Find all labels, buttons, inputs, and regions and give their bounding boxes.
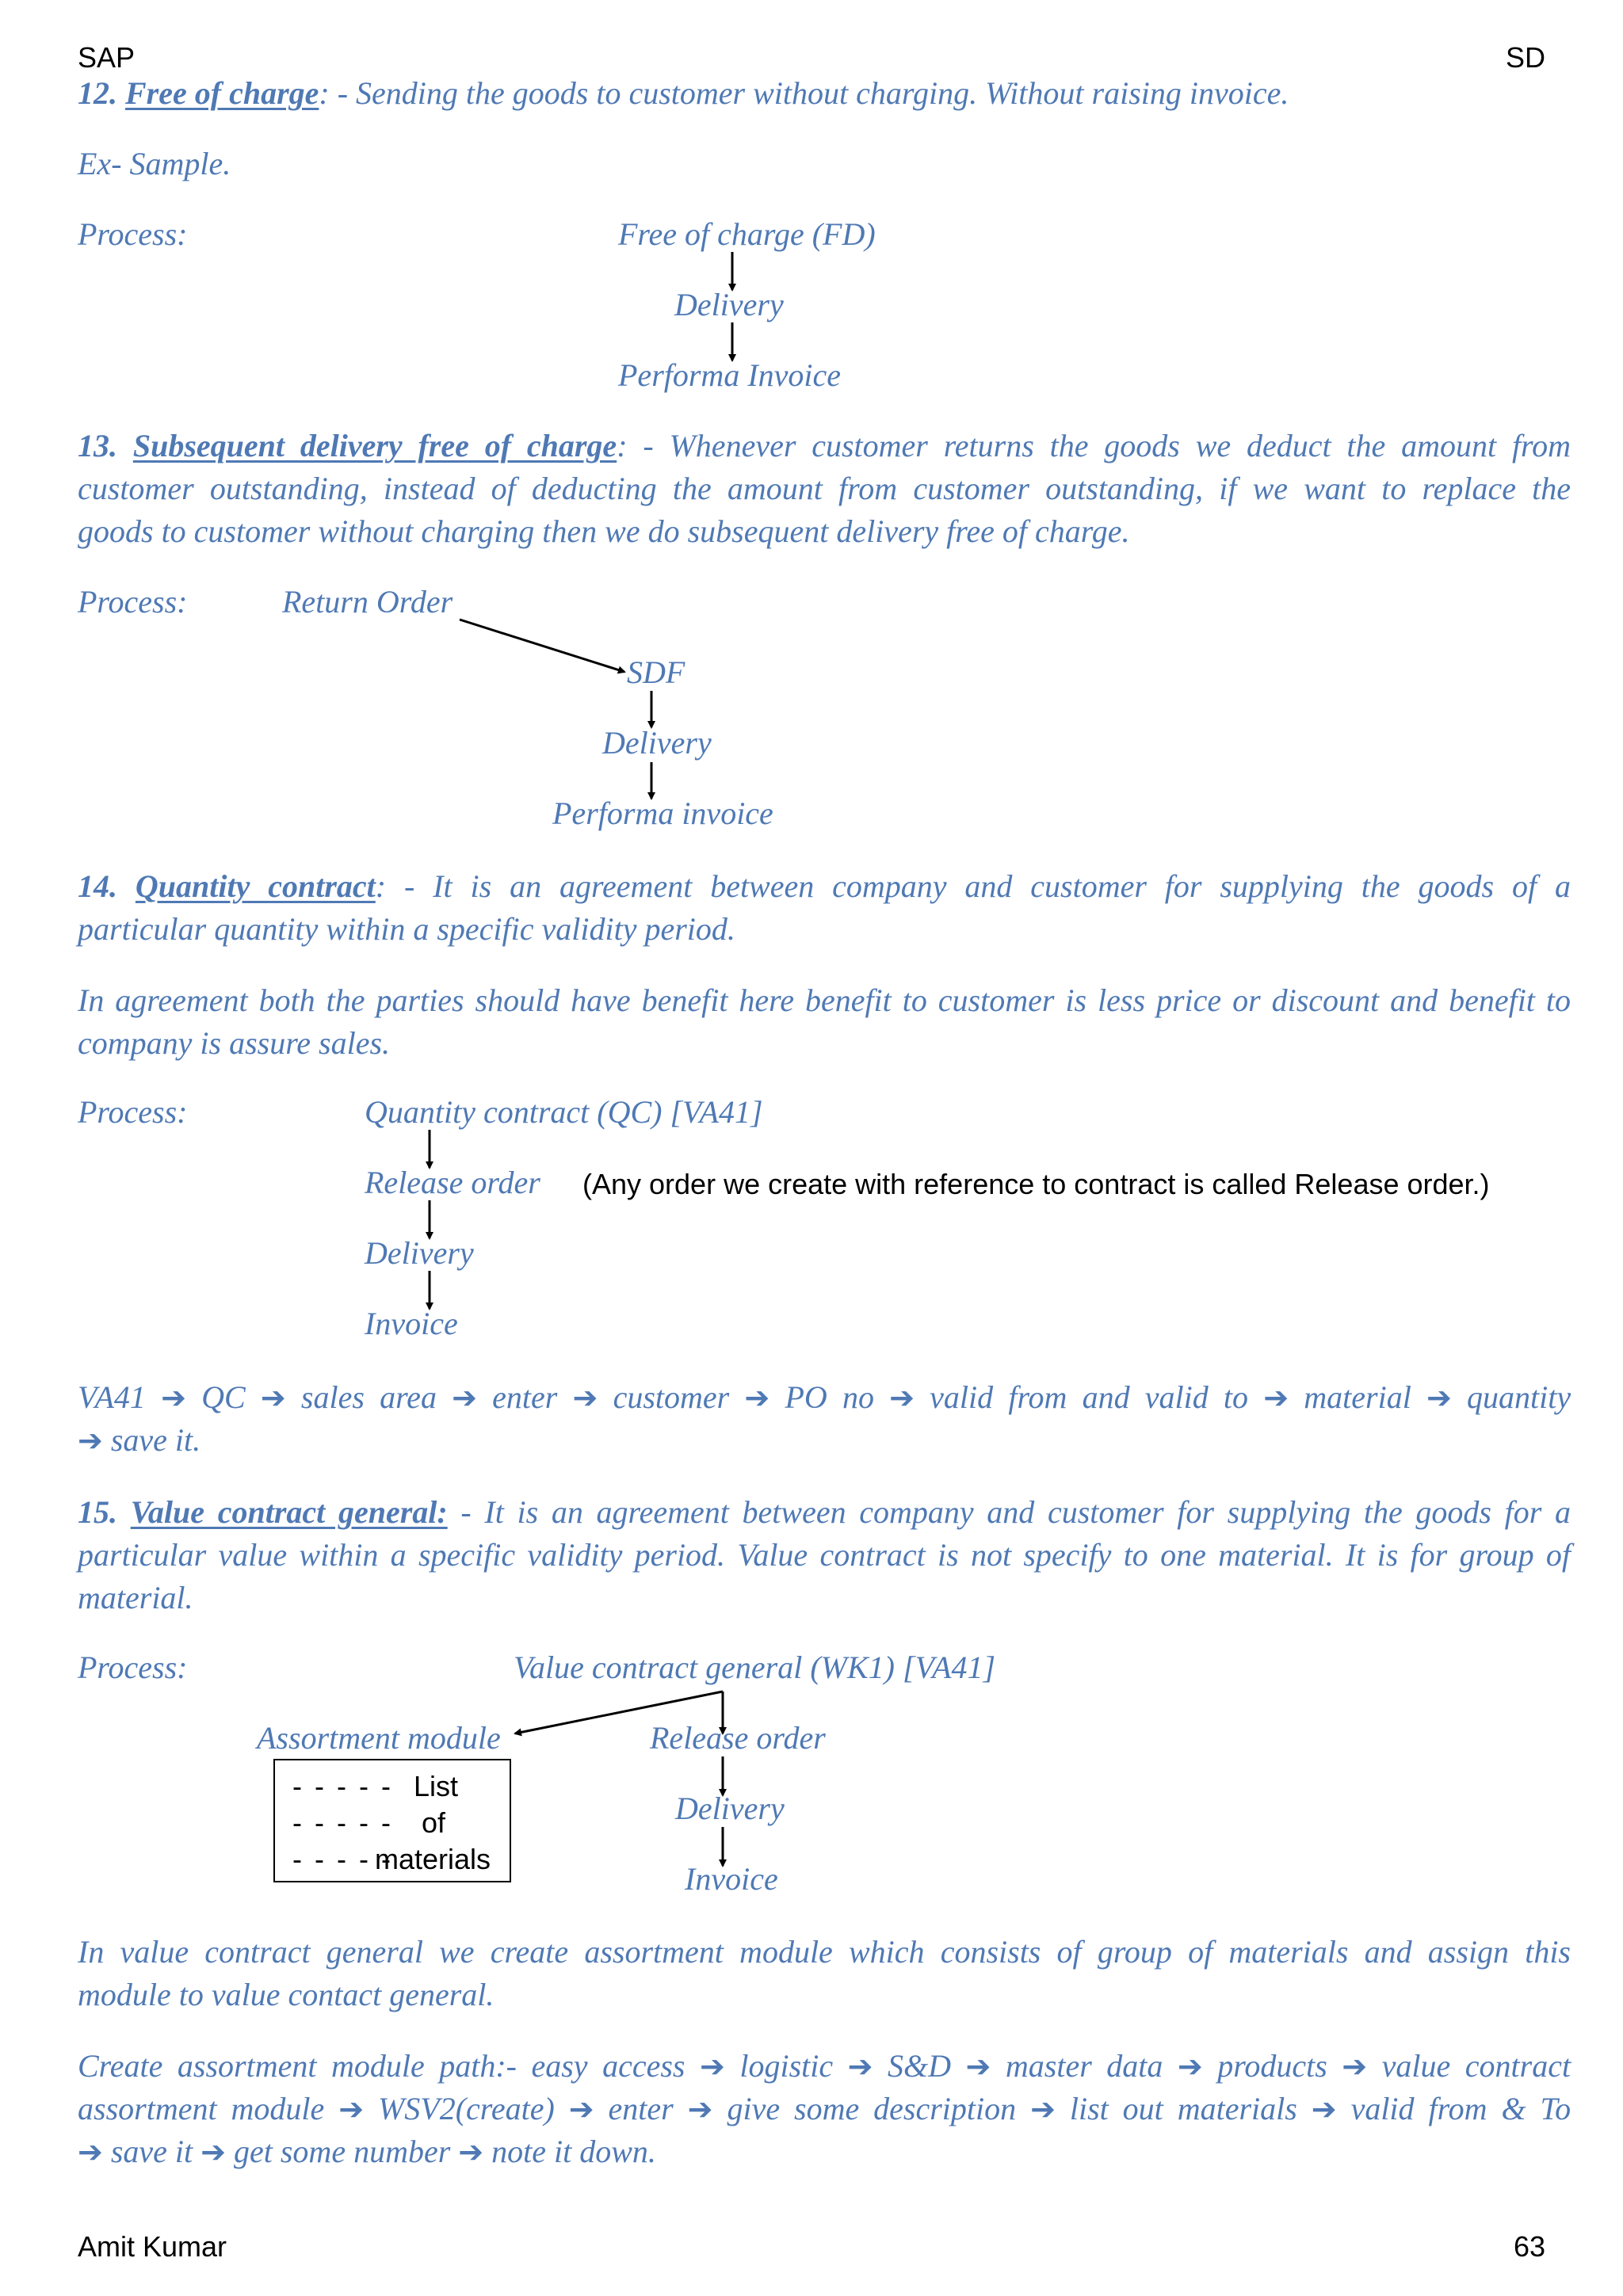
s15-paragraph-2 [78, 1931, 1571, 2016]
s13-process-label: Process: [78, 584, 188, 620]
s14-text-line-1: : - It is an agreement between company and customer for supplying the goods of a [375, 868, 1571, 904]
path-step: quantity [1467, 1379, 1571, 1415]
path-step: enter [608, 2091, 674, 2126]
s13-arrow-0 [460, 620, 624, 672]
arrow-icon: ➔ [452, 1380, 477, 1415]
path-step: give some description [727, 2091, 1017, 2126]
path-step: QC [201, 1379, 246, 1415]
s14-flow-step-4: Invoice [365, 1306, 458, 1341]
s13-paragraph [78, 425, 1571, 553]
arrow-icon: ➔ [744, 1380, 770, 1415]
box-dashes-3: - - - - - [292, 1843, 393, 1875]
path-step: master data [1005, 2048, 1163, 2084]
path-step: Create assortment module path:- easy access [78, 2048, 685, 2084]
s15-assortment-module: Assortment module [257, 1720, 501, 1756]
arrow-icon: ➔ [687, 2092, 713, 2126]
path-step: sales area [300, 1379, 437, 1415]
s15-flow-step-1: Release order [650, 1720, 826, 1756]
arrow-icon: ➔ [78, 2134, 103, 2169]
header-left: SAP [78, 41, 136, 74]
s15-text-line-3: material. [78, 1580, 193, 1615]
s14-release-note: (Any order we create with reference to contract is called Release order.) [582, 1168, 1490, 1200]
s15-text-line-1: - It is an agreement between company and customer for supplying the goods for a [447, 1494, 1571, 1530]
s12-example: Ex- Sample. [78, 146, 231, 181]
path-step: assortment module [78, 2091, 325, 2126]
arrow-icon: ➔ [338, 2092, 365, 2126]
box-word-2: of [422, 1806, 446, 1839]
path-step: VA41 [78, 1379, 146, 1415]
s15-title: Value contract general: [130, 1494, 448, 1530]
path-step: get some number [234, 2134, 451, 2169]
list-of-materials-box [273, 1759, 511, 1882]
s15-path [78, 2045, 1571, 2173]
s12-flow-step-1: Free of charge (FD) [618, 216, 876, 252]
s14-title: Quantity contract [135, 868, 376, 904]
path-step: save it [110, 2134, 193, 2169]
s12-title: Free of charge [125, 75, 319, 111]
s14-flow-step-3: Delivery [365, 1235, 474, 1271]
path-step: WSV2(create) [377, 2091, 555, 2126]
arrow-icon: ➔ [458, 2134, 484, 2169]
s14-p2-line-2: company is assure sales. [78, 1025, 391, 1061]
s14-flow-step-1: Quantity contract (QC) [VA41] [365, 1094, 763, 1130]
path-step: valid from and valid to [930, 1379, 1249, 1415]
path-step: list out materials [1069, 2091, 1297, 2126]
s15-flow-step-2: Delivery [675, 1791, 785, 1826]
path-step: note it down. [491, 2134, 656, 2169]
s14-p2-line-1: In agreement both the parties should have benefit here benefit to customer is less price or discount and benefit to [78, 982, 1571, 1018]
s13-flow-step-3: Performa invoice [552, 795, 773, 831]
path-step: products [1217, 2048, 1327, 2084]
s13-text-line-2: customer outstanding, instead of deducting the amount from customer outstanding, if we want to replace the [78, 471, 1571, 506]
arrow-icon: ➔ [1263, 1380, 1289, 1415]
arrow-icon: ➔ [1177, 2049, 1203, 2084]
s14-flow-step-2: Release order [365, 1165, 540, 1200]
s13-title: Subsequent delivery free of charge [132, 428, 617, 463]
box-word-3: materials [375, 1843, 491, 1875]
path-step: S&D [888, 2048, 951, 2084]
arrow-icon: ➔ [889, 1380, 915, 1415]
arrow-icon: ➔ [161, 1380, 186, 1415]
s12-flow-step-3: Performa Invoice [618, 357, 842, 393]
path-step: enter [492, 1379, 558, 1415]
s15-process-label: Process: [78, 1650, 188, 1685]
path-step: PO no [785, 1379, 874, 1415]
arrow-icon: ➔ [965, 2049, 991, 2084]
arrow-icon: ➔ [1342, 2049, 1368, 2084]
s13-flow-source: Return Order [282, 584, 453, 620]
arrow-icon: ➔ [572, 1380, 598, 1415]
footer-page-number: 63 [1513, 2230, 1545, 2263]
path-step: customer [613, 1379, 730, 1415]
arrow-icon: ➔ [200, 2134, 226, 2169]
path-step: value contract [1381, 2048, 1571, 2084]
s13-flow-step-2: Delivery [602, 725, 712, 761]
s14-process-label: Process: [78, 1094, 188, 1130]
s15-p2-line-1: In value contract general we create assortment module which consists of group of materials and assign this [78, 1934, 1571, 1970]
s15-p2-line-2: module to value contact general. [78, 1977, 495, 2012]
s15-text-line-2: particular value within a specific validity period. Value contract is not specify to one material. It is for group of [78, 1537, 1571, 1573]
path-step: material [1304, 1379, 1411, 1415]
s14-paragraph [78, 865, 1571, 951]
s15-path-line-2 [78, 2088, 1571, 2130]
s13-flow-step-1: SDF [627, 654, 685, 690]
arrow-icon: ➔ [568, 2092, 594, 2126]
arrow-icon: ➔ [1311, 2092, 1337, 2126]
s14-path-line-2: ➔ save it. [78, 1422, 201, 1458]
arrow-icon: ➔ [1426, 1380, 1452, 1415]
s14-paragraph-2 [78, 979, 1571, 1065]
s13-number: 13. [78, 428, 117, 463]
arrow-icon: ➔ [260, 1380, 286, 1415]
box-dashes-1: - - - - - [292, 1770, 393, 1802]
s15-path-line-1 [78, 2045, 1571, 2088]
s13-text-line-3: goods to customer without charging then we do subsequent delivery free of charge. [78, 513, 1130, 549]
s12-process-label: Process: [78, 216, 188, 252]
s15-flow-top: Value contract general (WK1) [VA41] [514, 1650, 996, 1685]
arrow-icon: ➔ [699, 2049, 725, 2084]
box-word-1: List [414, 1770, 459, 1802]
s12-flow-step-2: Delivery [674, 287, 784, 322]
arrow-icon: ➔ [847, 2049, 873, 2084]
path-step: valid from & To [1350, 2091, 1571, 2126]
path-step: logistic [739, 2048, 834, 2084]
s12-heading [78, 74, 1289, 112]
s12-number: 12. [78, 75, 117, 111]
arrow-icon: ➔ [78, 1423, 103, 1458]
arrow-icon: ➔ [1030, 2092, 1056, 2126]
s14-path-line-1 [78, 1376, 1571, 1419]
box-dashes-2: - - - - - [292, 1806, 393, 1839]
header-right: SD [1505, 41, 1545, 74]
s13-text-line-1: : - Whenever customer returns the goods we deduct the amount from [617, 428, 1571, 463]
s14-path [78, 1376, 1571, 1462]
s14-text-line-2: particular quantity within a specific validity period. [78, 911, 735, 947]
s14-number: 14. [78, 868, 117, 904]
footer-author: Amit Kumar [78, 2230, 227, 2263]
s15-number: 15. [78, 1494, 117, 1530]
s12-text: : - Sending the goods to customer without charging. Without raising invoice. [319, 75, 1289, 111]
s15-path-line-3 [78, 2130, 1571, 2173]
s15-flow-step-3: Invoice [685, 1861, 778, 1897]
s15-paragraph [78, 1491, 1571, 1619]
